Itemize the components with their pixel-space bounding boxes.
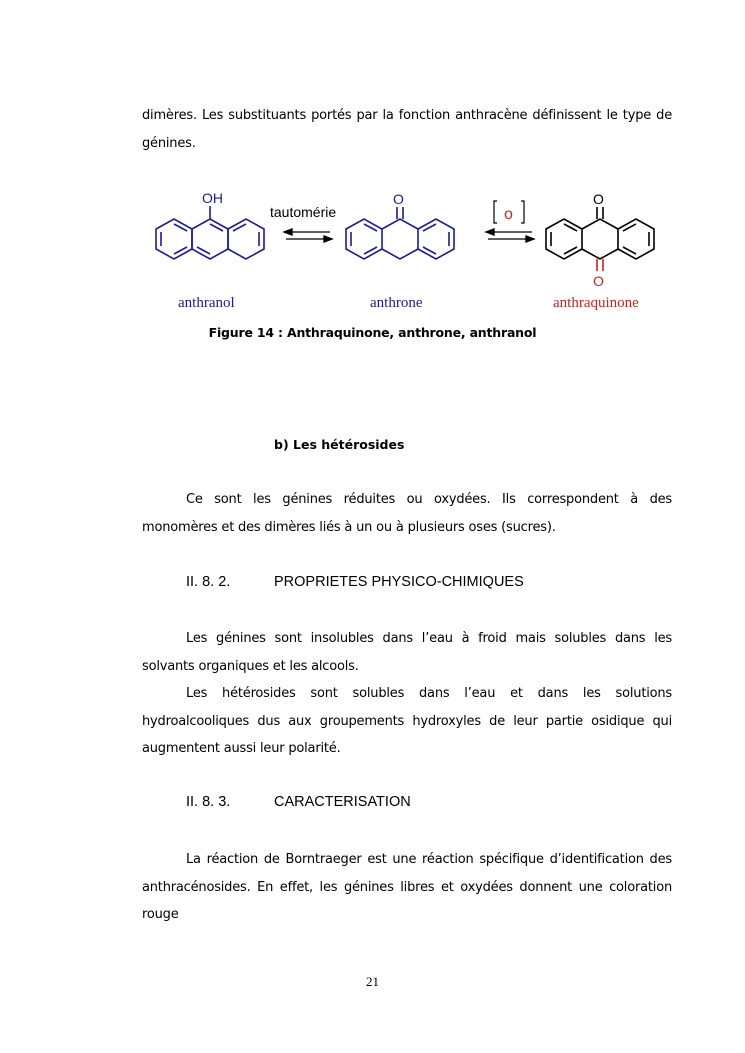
heterosides-heading: b) Les hétérosides bbox=[274, 437, 405, 452]
section-2-title: PROPRIETES PHYSICO-CHIMIQUES bbox=[274, 574, 524, 590]
section-2-number: II. 8. 2. bbox=[186, 574, 231, 590]
anthrone-o-label: O bbox=[393, 191, 404, 207]
oxidation-label: o bbox=[504, 206, 513, 223]
section-3-text: La réaction de Borntraeger est une réaction spécifique d’identification des anthracénosides. En effet, les génines libres et oxydées donnent une coloration rouge bbox=[142, 852, 672, 922]
section-3-paragraph bbox=[142, 846, 672, 929]
oh-label: OH bbox=[202, 190, 223, 206]
section-2-heading bbox=[186, 574, 524, 590]
figure-caption: Figure 14 : Anthraquinone, anthrone, anthranol bbox=[208, 325, 537, 340]
section-3-title: CARACTERISATION bbox=[274, 794, 411, 810]
heterosides-paragraph bbox=[142, 486, 672, 541]
equilibrium-arrows-2 bbox=[486, 229, 534, 242]
equilibrium-arrows-1 bbox=[284, 229, 332, 242]
anthraquinone-o-top: O bbox=[593, 191, 604, 207]
anthracene-figure bbox=[150, 188, 670, 318]
anthrone-structure bbox=[346, 207, 454, 259]
anthranol-structure bbox=[156, 206, 264, 259]
anthraquinone-structure bbox=[546, 207, 654, 259]
section-2-para-1: Les génines sont insolubles dans l’eau à froid mais solubles dans les solvants organiques et les alcools. bbox=[142, 631, 672, 674]
anthrone-label: anthrone bbox=[370, 295, 423, 311]
intro-line-1: dimères. Les substituants portés par la fonction anthracène définissent le type de bbox=[142, 108, 672, 123]
section-2-paragraphs bbox=[142, 625, 672, 763]
anthraquinone-label: anthraquinone bbox=[553, 295, 639, 311]
anthraquinone-lower-carbonyl bbox=[597, 259, 603, 271]
heterosides-text: Ce sont les génines réduites ou oxydées. Ils correspondent à des monomères et des dimères liés à un ou à plusieurs oses (sucres). bbox=[142, 492, 672, 535]
tautomerie-label: tautomérie bbox=[270, 204, 337, 220]
intro-line-2: génines. bbox=[142, 135, 196, 151]
section-3-number: II. 8. 3. bbox=[186, 794, 231, 810]
anthranol-label: anthranol bbox=[178, 295, 235, 311]
section-2-para-2: Les hétérosides sont solubles dans l’eau et dans les solutions hydroalcooliques dus aux groupements hydroxyles de leur partie osidique qui augmentent aussi leur polarité. bbox=[142, 686, 672, 756]
anthraquinone-o-bottom: O bbox=[593, 273, 604, 289]
page-number: 21 bbox=[366, 974, 379, 989]
intro-paragraph bbox=[142, 102, 672, 157]
section-3-heading bbox=[186, 794, 411, 810]
